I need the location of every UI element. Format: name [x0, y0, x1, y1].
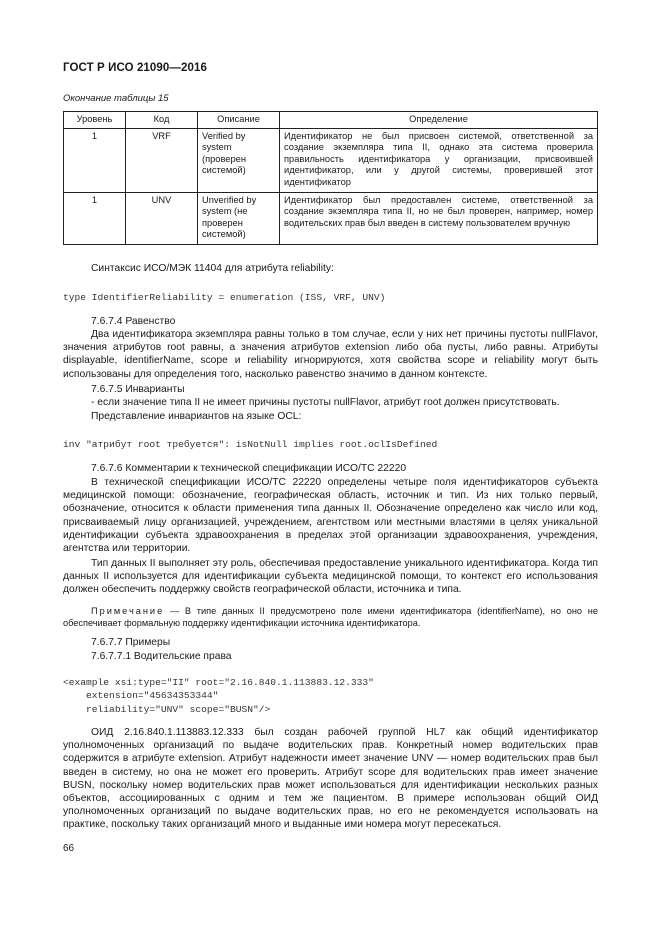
note-text: — В типе данных II предусмотрено поле имени идентификатора (identifierName), но оно не обеспечивает формальную поддержку идентификации источника идентификатора.: [63, 606, 598, 628]
section-7674-title: 7.6.7.4 Равенство: [91, 316, 176, 327]
cell-definition: Идентификатор не был присвоен системой, ответственной за создание экземпляра типа II, однако эта система проверила правильность идентификатора у организации, присвоившей идентификатор, или у другой системы, проверившей этот идентификатор: [280, 129, 598, 193]
column-header: Описание: [198, 112, 280, 129]
section-7677-title: 7.6.7.7 Примеры: [91, 637, 171, 648]
document-header: ГОСТ Р ИСО 21090—2016: [63, 62, 208, 74]
cell-definition: Идентификатор был предоставлен системе, ответственной за создание экземпляра типа II, но не был проверен, например, номер водительских прав был введен в систему пользователем вручную: [280, 193, 598, 245]
cell-code: VRF: [126, 129, 198, 193]
table-header-row: [64, 112, 598, 129]
table-row: [64, 129, 598, 193]
code-invariant: inv "атрибут root требуется": isNotNull implies root.oclIsDefined: [63, 439, 438, 450]
column-header: Код: [126, 112, 198, 129]
code-type-definition: type IdentifierReliability = enumeration (ISS, VRF, UNV): [63, 292, 386, 303]
cell-description: Unverified by system (не проверен системой): [198, 193, 280, 245]
note-label: Примечание: [91, 606, 165, 616]
note: [63, 605, 598, 629]
column-header: Уровень: [64, 112, 126, 129]
section-7675-title: 7.6.7.5 Инварианты: [91, 384, 185, 395]
section-7675-item: - если значение типа II не имеет причины пустоты nullFlavor, атрибут root должен присутствовать.: [91, 397, 560, 408]
code-xml-example: <example xsi:type="II" root="2.16.840.1.113883.12.333" extension="45634353344" reliability="UNV" scope="BUSN"/>: [63, 677, 374, 715]
table-caption: Окончание таблицы 15: [63, 93, 169, 104]
cell-level: 1: [64, 193, 126, 245]
section-7674-text: Два идентификатора экземпляра равны только в том случае, если у них нет причины пустоты nullFlavor, значения атрибутов root равны, а значения атрибутов extension либо оба пусты, либо равны. Атрибуты displayable, identifierName, scope и reliability игнорируются, хотя свойства scope и reliability могут быть использованы для определения того, насколько равенство значимо в данном контексте.: [63, 329, 598, 380]
section-7676-paragraph-1: В технической спецификации ИСО/ТС 22220 определены четыре поля идентификаторов субъекта медицинской помощи: обозначение, географическая область, источник и тип. Из них только первый, обозначение, относится к области применения типа данных II. Обозначение определено как число или код, присваиваемый лицу организацией, учреждением, агентством или местными властями в целях уникальной идентификации субъекта здравоохранения в пределах этой организации здравоохранения, учреждения, агентства или территории.: [63, 477, 598, 555]
page-number: 66: [63, 843, 75, 854]
cell-level: 1: [64, 129, 126, 193]
section-7676-title: 7.6.7.6 Комментарии к технической спецификации ИСО/ТС 22220: [91, 463, 407, 474]
table-15: [63, 111, 598, 245]
syntax-intro: Синтаксис ИСО/МЭК 11404 для атрибута reliability:: [91, 263, 334, 274]
final-paragraph: ОИД 2.16.840.1.113883.12.333 был создан рабочей группой HL7 как общий идентификатор уполномоченных организаций по выдаче водительских прав. Конкретный номер водительских прав содержится в атрибуте extension. Атрибут надежности имеет значение UNV — номер водительских прав был введен в систему, но она не может его проверить. Атрибут scope для водительских прав имеет значение BUSN, поскольку номер водительских прав может использоваться для идентификации нескольких разных объектов, ассоциированных с одним и тем же пациентом. В примере использован общий ОИД уполномоченных организаций по выдаче водительских прав, но его не рекомендуется использовать на практике, поскольку таких организаций много и выданные ими номера могут пересекаться.: [63, 727, 598, 831]
section-7675-ocl-intro: Представление инвариантов на языке OCL:: [91, 411, 302, 422]
cell-description: Verified by system (проверен системой): [198, 129, 280, 193]
section-76771-title: 7.6.7.7.1 Водительские права: [91, 651, 232, 662]
column-header: Определение: [280, 112, 598, 129]
table-row: [64, 193, 598, 245]
cell-code: UNV: [126, 193, 198, 245]
section-7676-paragraph-2: Тип данных II выполняет эту роль, обеспечивая предоставление уникального идентификатора. Когда тип данных II используется для идентификации субъекта медицинской помощи, то контекст его использования должен обеспечить поддержку свойств географической области, источника и типа.: [63, 558, 598, 596]
